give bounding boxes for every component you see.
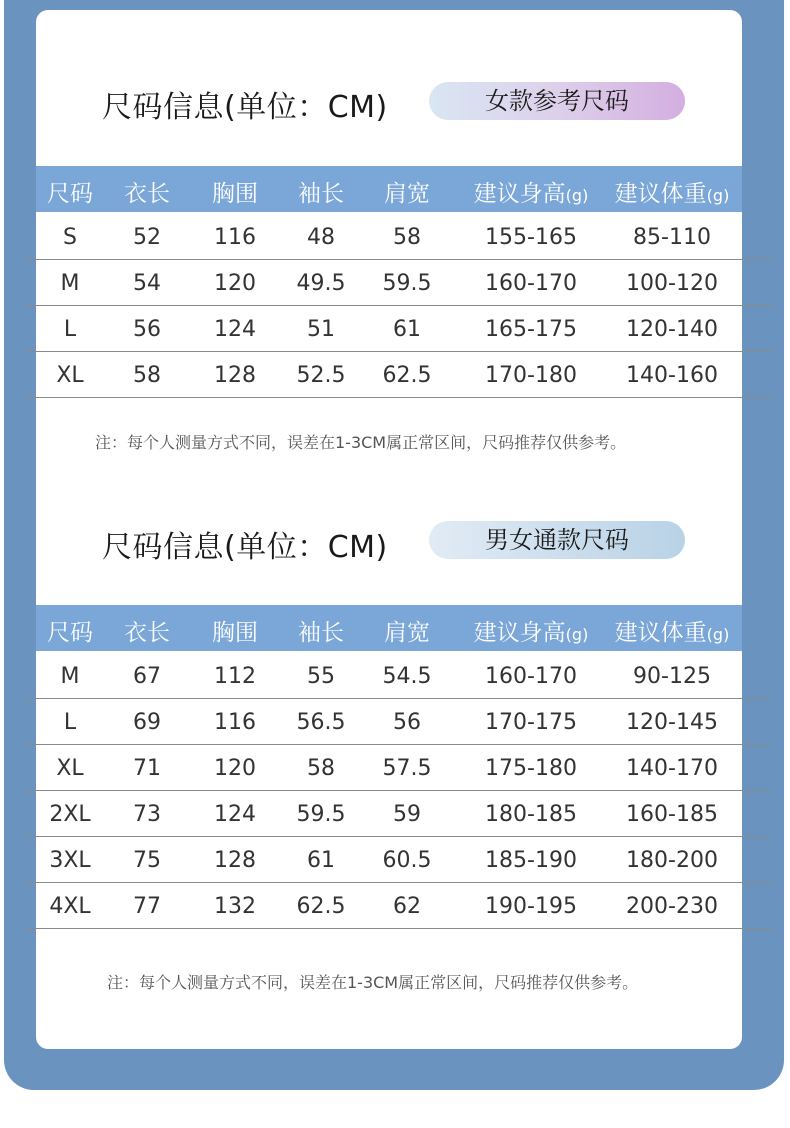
header-weight-label: 建议体重 (614, 181, 707, 207)
women-size-badge: 女款参考尺码 (429, 82, 685, 120)
cell-sleeve: 61 (307, 848, 335, 873)
cell-sleeve: 55 (307, 664, 335, 689)
cell-weight: 140-170 (626, 756, 718, 781)
table-row (0, 352, 790, 398)
cell-length: 69 (133, 710, 161, 735)
cell-shoulder: 57.5 (382, 756, 432, 781)
cell-height: 180-185 (485, 802, 577, 827)
cell-sleeve: 51 (307, 317, 335, 342)
cell-weight: 90-125 (633, 664, 711, 689)
header-height-label: 建议身高 (473, 620, 566, 646)
header-weight-unit: (g) (706, 625, 730, 644)
header-height-label: 建议身高 (473, 181, 566, 207)
cell-chest: 124 (214, 317, 256, 342)
header-height-unit: (g) (565, 625, 589, 644)
header-sleeve: 袖长 (298, 181, 344, 207)
cell-shoulder: 62 (393, 894, 421, 919)
cell-chest: 120 (214, 756, 256, 781)
cell-height: 165-175 (485, 317, 577, 342)
cell-sleeve: 56.5 (296, 710, 346, 735)
header-length: 衣长 (124, 181, 170, 207)
cell-length: 71 (133, 756, 161, 781)
header-height-unit: (g) (565, 186, 589, 205)
cell-length: 77 (133, 894, 161, 919)
cell-weight: 140-160 (626, 363, 718, 388)
cell-shoulder: 60.5 (382, 848, 432, 873)
unisex-table-header (36, 605, 742, 651)
unisex-section-title: 尺码信息(单位：CM) (102, 530, 388, 565)
women-table-header (36, 166, 742, 212)
cell-chest: 120 (214, 271, 256, 296)
header-weight-unit: (g) (706, 186, 730, 205)
cell-weight: 160-185 (626, 802, 718, 827)
cell-height: 155-165 (485, 225, 577, 250)
cell-size: 3XL (49, 848, 91, 873)
cell-size: XL (56, 756, 84, 781)
cell-chest: 116 (214, 225, 256, 250)
cell-weight: 100-120 (626, 271, 718, 296)
table-row (0, 791, 790, 837)
header-shoulder: 肩宽 (384, 620, 430, 646)
header-chest: 胸围 (212, 181, 258, 207)
header-chest: 胸围 (212, 620, 258, 646)
cell-length: 58 (133, 363, 161, 388)
cell-weight: 200-230 (626, 894, 718, 919)
cell-chest: 128 (214, 363, 256, 388)
table-row (0, 837, 790, 883)
cell-chest: 112 (214, 664, 256, 689)
header-size: 尺码 (47, 620, 93, 646)
header-shoulder: 肩宽 (384, 181, 430, 207)
header-weight (615, 614, 730, 647)
cell-sleeve: 62.5 (296, 894, 346, 919)
cell-sleeve: 58 (307, 756, 335, 781)
table-row (0, 306, 790, 352)
cell-shoulder: 56 (393, 710, 421, 735)
cell-chest: 116 (214, 710, 256, 735)
cell-shoulder: 59.5 (382, 271, 432, 296)
header-weight (615, 175, 730, 208)
cell-height: 170-180 (485, 363, 577, 388)
cell-size: 4XL (49, 894, 91, 919)
cell-size: XL (56, 363, 84, 388)
table-row (0, 883, 790, 929)
cell-weight: 120-145 (626, 710, 718, 735)
cell-height: 170-175 (485, 710, 577, 735)
cell-height: 160-170 (485, 271, 577, 296)
cell-shoulder: 54.5 (382, 664, 432, 689)
cell-length: 52 (133, 225, 161, 250)
table-row (0, 745, 790, 791)
unisex-note: 注：每个人测量方式不同，误差在1-3CM属正常区间，尺码推荐仅供参考。 (107, 973, 639, 992)
header-sleeve: 袖长 (298, 620, 344, 646)
header-height (474, 614, 589, 647)
table-row (0, 260, 790, 306)
women-section-title: 尺码信息(单位：CM) (102, 90, 388, 125)
cell-size: M (60, 664, 80, 689)
unisex-size-badge: 男女通款尺码 (429, 521, 685, 559)
header-height (474, 175, 589, 208)
cell-weight: 85-110 (633, 225, 711, 250)
cell-size: S (63, 225, 77, 250)
cell-length: 56 (133, 317, 161, 342)
cell-length: 75 (133, 848, 161, 873)
table-row (0, 214, 790, 260)
cell-height: 190-195 (485, 894, 577, 919)
cell-height: 160-170 (485, 664, 577, 689)
cell-shoulder: 58 (393, 225, 421, 250)
cell-shoulder: 62.5 (382, 363, 432, 388)
cell-chest: 132 (214, 894, 256, 919)
cell-sleeve: 49.5 (296, 271, 346, 296)
cell-sleeve: 52.5 (296, 363, 346, 388)
cell-shoulder: 59 (393, 802, 421, 827)
cell-size: L (63, 317, 77, 342)
cell-length: 54 (133, 271, 161, 296)
cell-chest: 124 (214, 802, 256, 827)
women-note: 注：每个人测量方式不同，误差在1-3CM属正常区间，尺码推荐仅供参考。 (95, 433, 627, 452)
cell-height: 185-190 (485, 848, 577, 873)
cell-shoulder: 61 (393, 317, 421, 342)
cell-sleeve: 59.5 (296, 802, 346, 827)
table-row (0, 653, 790, 699)
cell-length: 73 (133, 802, 161, 827)
cell-height: 175-180 (485, 756, 577, 781)
cell-weight: 180-200 (626, 848, 718, 873)
header-weight-label: 建议体重 (614, 620, 707, 646)
cell-size: 2XL (49, 802, 91, 827)
table-row (0, 699, 790, 745)
header-size: 尺码 (47, 181, 93, 207)
row-divider (26, 397, 772, 398)
row-divider (26, 928, 772, 929)
cell-size: M (60, 271, 80, 296)
cell-chest: 128 (214, 848, 256, 873)
cell-length: 67 (133, 664, 161, 689)
cell-size: L (63, 710, 77, 735)
cell-sleeve: 48 (307, 225, 335, 250)
header-length: 衣长 (124, 620, 170, 646)
cell-weight: 120-140 (626, 317, 718, 342)
